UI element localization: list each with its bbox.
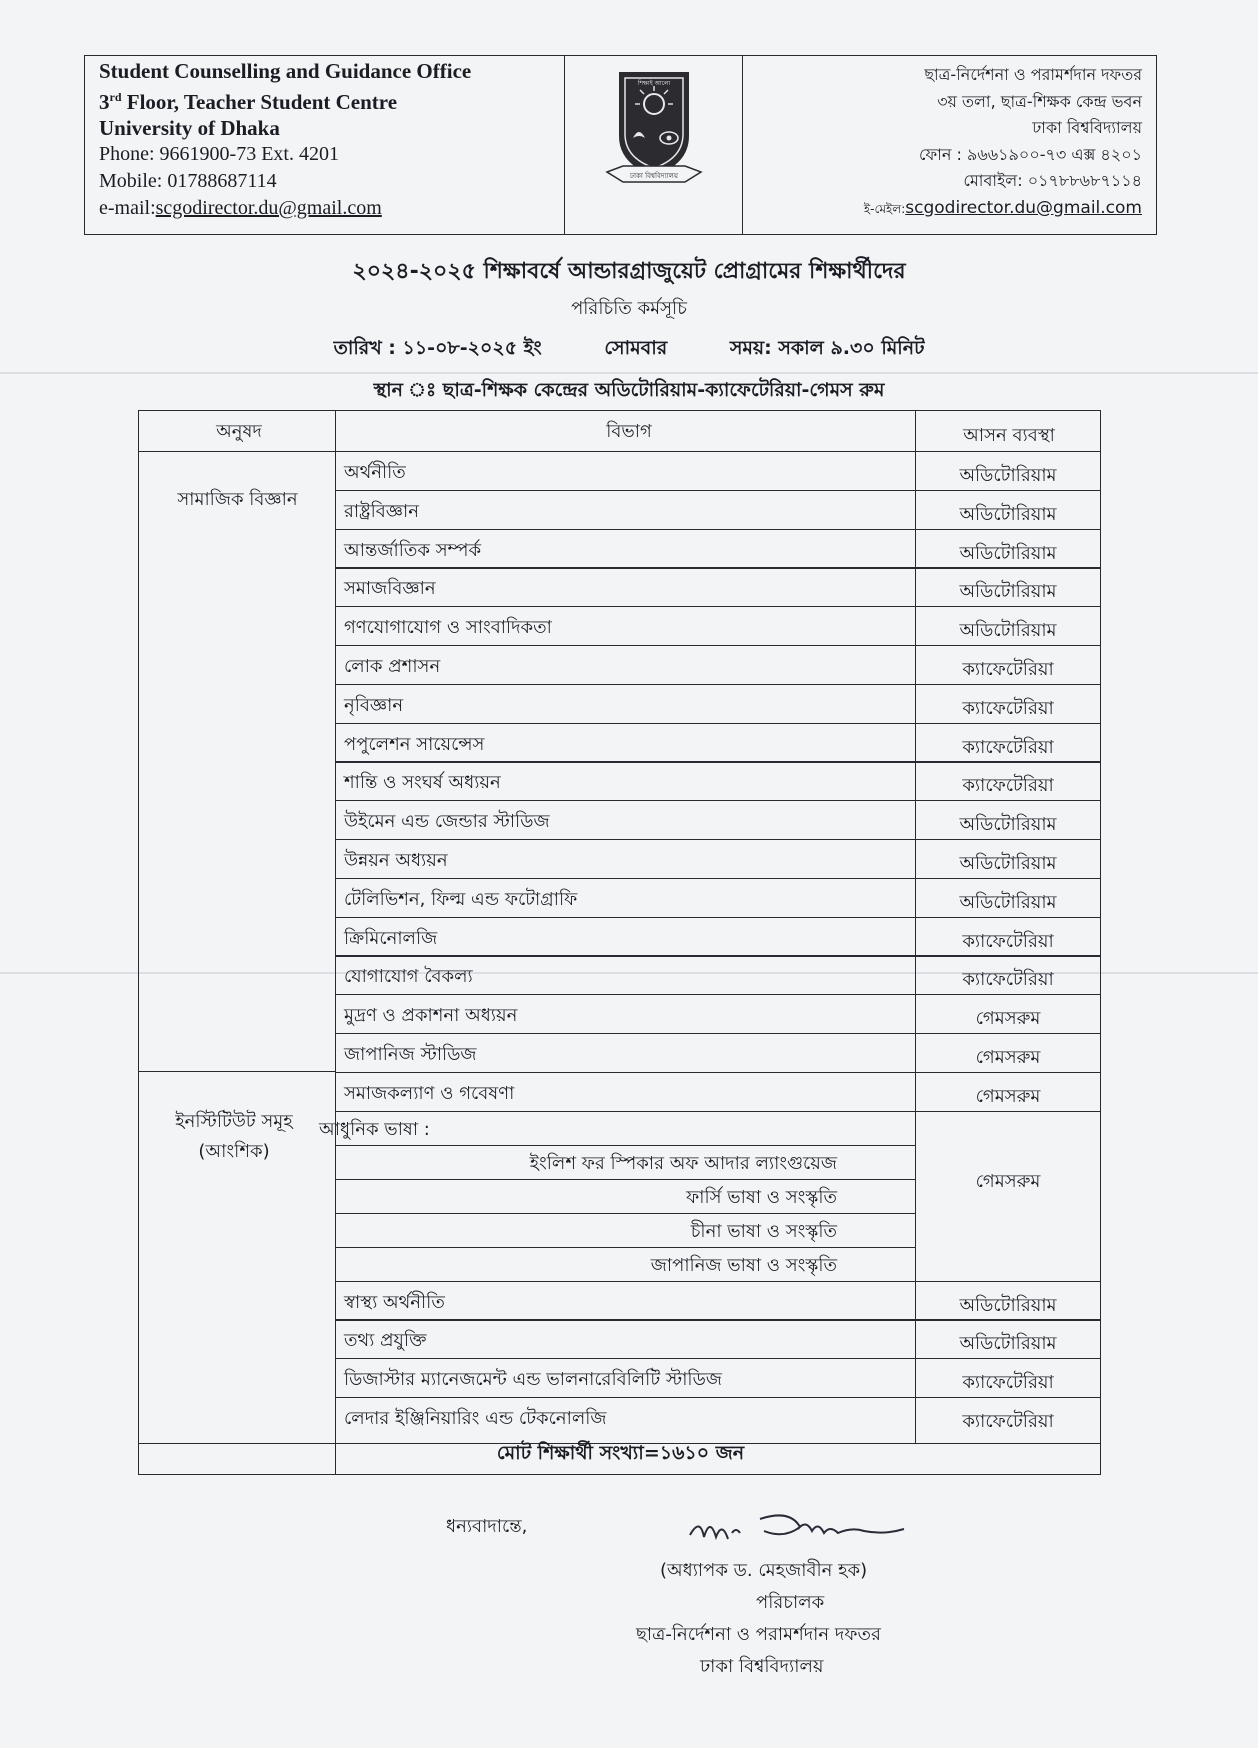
seating-table <box>138 410 1101 1475</box>
seat-assignment: গেমসরুম <box>975 1008 1041 1030</box>
department-row: ক্রিমিনোলজি <box>344 927 438 949</box>
row-divider <box>335 490 1101 491</box>
modern-language-item: ফার্সি ভাষা ও সংস্কৃতি <box>686 1187 837 1208</box>
row-divider <box>335 645 1101 646</box>
letterhead-bangla <box>743 56 1156 234</box>
department-row: পপুলেশন সায়েন্সেস <box>344 733 485 755</box>
department-row: নৃবিজ্ঞান <box>344 694 404 716</box>
seat-assignment: গেমসরুম <box>975 1085 1041 1107</box>
closing-thanks: ধন্যবাদান্তে, <box>446 1516 528 1537</box>
date-time-line <box>0 334 1258 366</box>
row-divider <box>335 800 1101 801</box>
signatory-office: ছাত্র-নির্দেশনা ও পরামর্শদান দফতর <box>636 1624 881 1645</box>
event-day: সোমবার <box>604 337 668 359</box>
office-name-bn: ছাত্র-নির্দেশনা ও পরামর্শদান দফতর <box>924 65 1142 84</box>
modern-language-item: জাপানিজ ভাষা ও সংস্কৃতি <box>650 1255 837 1276</box>
seat-assignment: ক্যাফেটেরিয়া <box>962 659 1054 680</box>
seat-assignment: ক্যাফেটেরিয়া <box>962 1372 1054 1394</box>
department-row: তথ্য প্রযুক্তি <box>344 1330 427 1352</box>
row-divider <box>335 878 1101 879</box>
header-department: বিভাগ <box>606 421 652 442</box>
seat-assignment: অডিটোরিয়াম <box>959 542 1057 564</box>
department-row: শান্তি ও সংঘর্ষ অধ্যয়ন <box>344 772 501 794</box>
modern-language-item: ইংলিশ ফর স্পিকার অফ আদার ল্যাংগুয়েজ <box>529 1153 837 1174</box>
header-faculty: অনুষদ <box>216 421 262 442</box>
office-floor: 3rd Floor, Teacher Student Centre <box>99 90 398 114</box>
program-title: ২০২৪-২০২৫ শিক্ষাবর্ষে আন্ডারগ্রাজুয়েট প্রোগ্রামের শিক্ষার্থীদের <box>352 259 906 284</box>
signatory-title: পরিচালক <box>756 1592 825 1613</box>
modern-language-label: আধুনিক ভাষা : <box>319 1119 430 1140</box>
seat-assignment: ক্যাফেটেরিয়া <box>962 969 1054 991</box>
modern-language-seat: গেমসরুম <box>975 1171 1041 1192</box>
seat-assignment: অডিটোরিয়াম <box>959 891 1057 913</box>
department-row: অর্থনীতি <box>344 462 406 483</box>
department-row: লোক প্রশাসন <box>344 656 441 677</box>
total-students: মোট শিক্ষার্থী সংখ্যা=১৬১০ জন <box>496 1442 745 1464</box>
row-divider <box>335 1358 1101 1359</box>
svg-text:ঢাকা বিশ্ববিদ্যালয়: ঢাকা বিশ্ববিদ্যালয় <box>629 172 678 180</box>
seating-column-divider <box>915 411 916 1443</box>
row-divider <box>335 529 1101 530</box>
row-divider <box>335 994 1101 995</box>
row-divider <box>335 1319 1101 1320</box>
office-floor-bn: ৩য় তলা, ছাত্র-শিক্ষক কেন্দ্র ভবন <box>937 91 1142 111</box>
office-email-bn: ই-মেইল:scgodirector.du@gmail.com <box>863 197 1142 218</box>
faculty-institutes: ইনস্টিটিউট সমূহ (আংশিক) <box>175 1111 293 1162</box>
row-divider <box>335 917 1101 918</box>
department-row: টেলিভিশন, ফিল্ম এন্ড ফটোগ্রাফি <box>344 888 578 910</box>
event-venue: স্থান ঃ ছাত্র-শিক্ষক কেন্দ্রের অডিটোরিয়াম-ক্যাফেটেরিয়া-গেমস রুম <box>373 379 885 401</box>
seat-assignment: ক্যাফেটেরিয়া <box>962 697 1054 719</box>
event-time: সময়: সকাল ৯.৩০ মিনিট <box>729 337 925 359</box>
department-row: সমাজবিজ্ঞান <box>344 578 436 600</box>
seat-assignment: অডিটোরিয়াম <box>959 465 1057 486</box>
department-row: স্বাস্থ্য অর্থনীতি <box>344 1291 445 1313</box>
handwritten-signature <box>680 1505 980 1555</box>
logo-cell <box>565 56 743 234</box>
seat-assignment: অডিটোরিয়াম <box>959 581 1057 603</box>
department-row: সমাজকল্যাণ ও গবেষণা <box>344 1082 515 1104</box>
group-divider <box>139 1071 335 1072</box>
signatory-university: ঢাকা বিশ্ববিদ্যালয় <box>700 1656 824 1677</box>
seat-assignment: ক্যাফেটেরিয়া <box>962 1411 1054 1432</box>
office-mobile-bn: মোবাইল: ০১৭৮৮৬৮৭১১৪ <box>963 171 1142 190</box>
program-subtitle: পরিচিতি কর্মসূচি <box>571 298 687 319</box>
row-divider <box>335 1033 1101 1034</box>
row-divider <box>335 684 1101 685</box>
seat-assignment: অডিটোরিয়াম <box>959 1333 1057 1355</box>
university-name-bn: ঢাকা বিশ্ববিদ্যালয় <box>1032 118 1142 137</box>
email-link-bn[interactable]: scgodirector.du@gmail.com <box>905 197 1142 218</box>
row-divider <box>335 606 1101 607</box>
office-name: Student Counselling and Guidance Office <box>99 59 472 83</box>
university-crest-icon <box>599 64 709 194</box>
seat-assignment: অডিটোরিয়াম <box>959 814 1057 836</box>
department-row: মুদ্রণ ও প্রকাশনা অধ্যয়ন <box>344 1005 518 1027</box>
event-date: তারিখ : ১১-০৮-২০২৫ ইং <box>333 337 542 359</box>
department-row: লেদার ইঞ্জিনিয়ারিং এন্ড টেকনোলজি <box>344 1408 607 1429</box>
signatory-name: (অধ্যাপক ড. মেহজাবীন হক) <box>660 1560 868 1581</box>
header-seating: আসন ব্যবস্থা <box>963 425 1055 446</box>
row-divider <box>335 1397 1101 1398</box>
office-phone-bn: ফোন : ৯৬৬১৯০০-৭৩ এক্স ৪২০১ <box>919 144 1142 164</box>
header-divider <box>139 451 1101 452</box>
email-link[interactable]: scgodirector.du@gmail.com <box>155 197 382 219</box>
svg-text:শিক্ষাই আলো: শিক্ষাই আলো <box>637 80 670 87</box>
university-name: University of Dhaka <box>99 116 280 140</box>
department-row: রাষ্ট্রবিজ্ঞান <box>344 500 419 522</box>
department-row: যোগাযোগ বৈকল্য <box>344 966 473 988</box>
seat-assignment: গেমসরুম <box>975 1047 1041 1068</box>
seat-assignment: অডিটোরিয়াম <box>959 853 1057 874</box>
letterhead <box>84 55 1157 235</box>
department-row: ডিজাস্টার ম্যানেজমেন্ট এন্ড ভালনারেবিলিটি স্টাডিজ <box>344 1369 722 1391</box>
seat-assignment: ক্যাফেটেরিয়া <box>962 930 1054 952</box>
letterhead-english <box>85 56 565 234</box>
faculty-social-science: সামাজিক বিজ্ঞান <box>177 489 298 510</box>
department-row: উইমেন এন্ড জেন্ডার স্টাডিজ <box>344 811 550 833</box>
row-divider <box>335 955 1101 956</box>
seat-assignment: অডিটোরিয়াম <box>959 1294 1057 1316</box>
row-divider <box>335 1072 1101 1073</box>
row-divider <box>335 567 1101 568</box>
department-row: জাপানিজ স্টাডিজ <box>344 1044 477 1065</box>
seat-assignment: অডিটোরিয়াম <box>959 503 1057 525</box>
paper-crease <box>0 372 1258 374</box>
row-divider <box>335 723 1101 724</box>
department-row: আন্তর্জাতিক সম্পর্ক <box>344 539 482 561</box>
office-phone: Phone: 9661900-73 Ext. 4201 <box>99 143 339 165</box>
row-divider <box>335 839 1101 840</box>
office-mobile: Mobile: 01788687114 <box>99 170 277 192</box>
seat-assignment: ক্যাফেটেরিয়া <box>962 775 1054 797</box>
seat-assignment: ক্যাফেটেরিয়া <box>962 736 1054 758</box>
faculty-column-divider <box>335 411 336 1475</box>
department-row: উন্নয়ন অধ্যয়ন <box>344 850 448 871</box>
modern-language-item: চীনা ভাষা ও সংস্কৃতি <box>690 1221 837 1242</box>
office-email: e-mail:scgodirector.du@gmail.com <box>99 197 382 219</box>
row-divider <box>335 761 1101 762</box>
seat-assignment: অডিটোরিয়াম <box>959 620 1057 642</box>
department-row: গণযোগাযোগ ও সাংবাদিকতা <box>344 617 552 639</box>
row-divider <box>335 1111 1101 1112</box>
